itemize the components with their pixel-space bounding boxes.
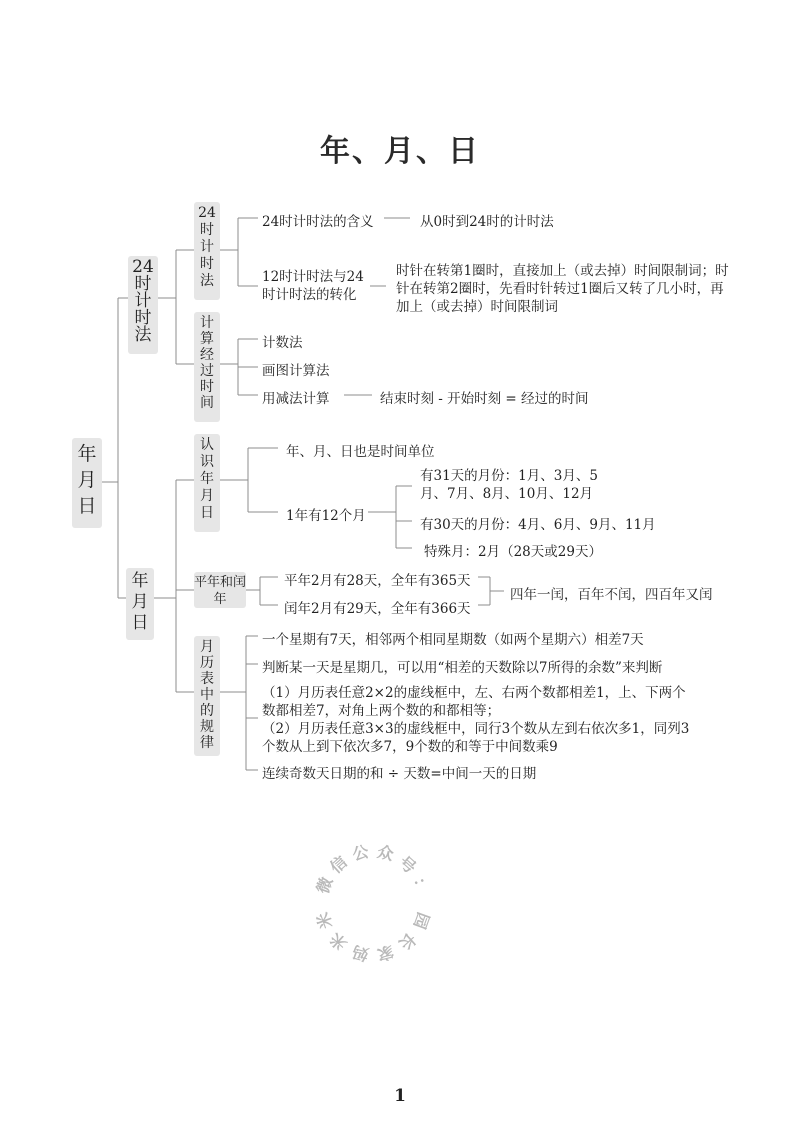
item-12h-24h-convert: 12时计时法与24时计时法的转化 [262,269,364,303]
item-12h-24h-convert-detail: 时针在转第1圈时，直接加上（或去掉）时间限制词；时针在转第2圈时，先看时针转过1圈后又转了几小时，再加上（或去掉）时间限制词 [396,263,729,315]
item-special-month: 特殊月：2月（28天或29天） [424,544,602,560]
svg-text:家: 家 [375,941,396,965]
item-subtraction-formula: 结束时刻 - 开始时刻 = 经过的时间 [380,391,589,407]
sub-24h-clock: 24 时 计 时 法 [194,202,220,300]
svg-text:微: 微 [312,874,337,897]
item-24h-meaning: 24时计时法的含义 [262,214,374,230]
item-24h-meaning-detail: 从0时到24时的计时法 [420,214,554,230]
branch-24h-clock: 24 时 计 时 法 [128,256,158,354]
item-weekday-remainder: 判断某一天是星期几，可以用“相差的天数除以7所得的余数”来判断 [262,660,663,676]
watermark-stamp [308,838,438,968]
item-time-units: 年、月、日也是时间单位 [286,444,435,460]
item-leap-rule: 四年一闰，百年不闰，四百年又闰 [510,587,713,603]
item-3x3-rule: （2）月历表任意3×3的虚线框中，同行3个数从左到右依次多1，同列3个数从上到下依次多7，9个数的和等于中间数乘9 [262,721,690,755]
svg-text:妈: 妈 [350,941,371,965]
item-week-7-days: 一个星期有7天，相邻两个相同星期数（如两个星期六）相差7天 [262,632,644,648]
item-odd-days-sum: 连续奇数天日期的和 ÷ 天数=中间一天的日期 [262,766,537,782]
svg-text:米: 米 [326,928,351,954]
item-common-year: 平年2月有28天，全年有365天 [284,573,471,589]
svg-text:：: ： [409,874,434,897]
svg-text:公: 公 [350,841,371,865]
branch-year-month-day: 年 月 日 [126,568,154,640]
item-counting-method: 计数法 [262,335,303,351]
svg-text:号: 号 [395,852,420,878]
sub-know-ymd: 认 识 年 月 日 [194,434,220,532]
item-drawing-method: 画图计算法 [262,363,330,379]
item-2x2-rule: （1）月历表任意2×2的虚线框中，左、右两个数都相差1，上、下两个数都相差7，对角上两个数的和都相等； [262,685,686,719]
page-number: 1 [394,1086,406,1106]
item-subtraction-method: 用减法计算 [262,391,330,407]
item-30-day-months: 有30天的月份：4月、6月、9月、11月 [420,517,656,533]
sub-calendar-rules: 月 历 表 中 的 规 律 [194,636,220,756]
svg-text:众: 众 [375,841,396,865]
sub-elapsed-time: 计 算 经 过 时 间 [194,312,220,422]
item-leap-year: 闰年2月有29天，全年有366天 [284,601,471,617]
sub-common-leap-year: 平年和闰年 [194,572,246,608]
svg-text:米: 米 [312,909,337,932]
page-title: 年、月、日 [320,134,480,169]
item-31-day-months: 有31天的月份：1月、3月、5月、7月、8月、10月、12月 [420,468,598,502]
root-node: 年 月 日 [72,438,102,528]
item-12-months: 1年有12个月 [286,508,366,524]
svg-text:园: 园 [409,909,434,932]
svg-text:信: 信 [326,852,351,878]
svg-text:长: 长 [395,928,420,954]
